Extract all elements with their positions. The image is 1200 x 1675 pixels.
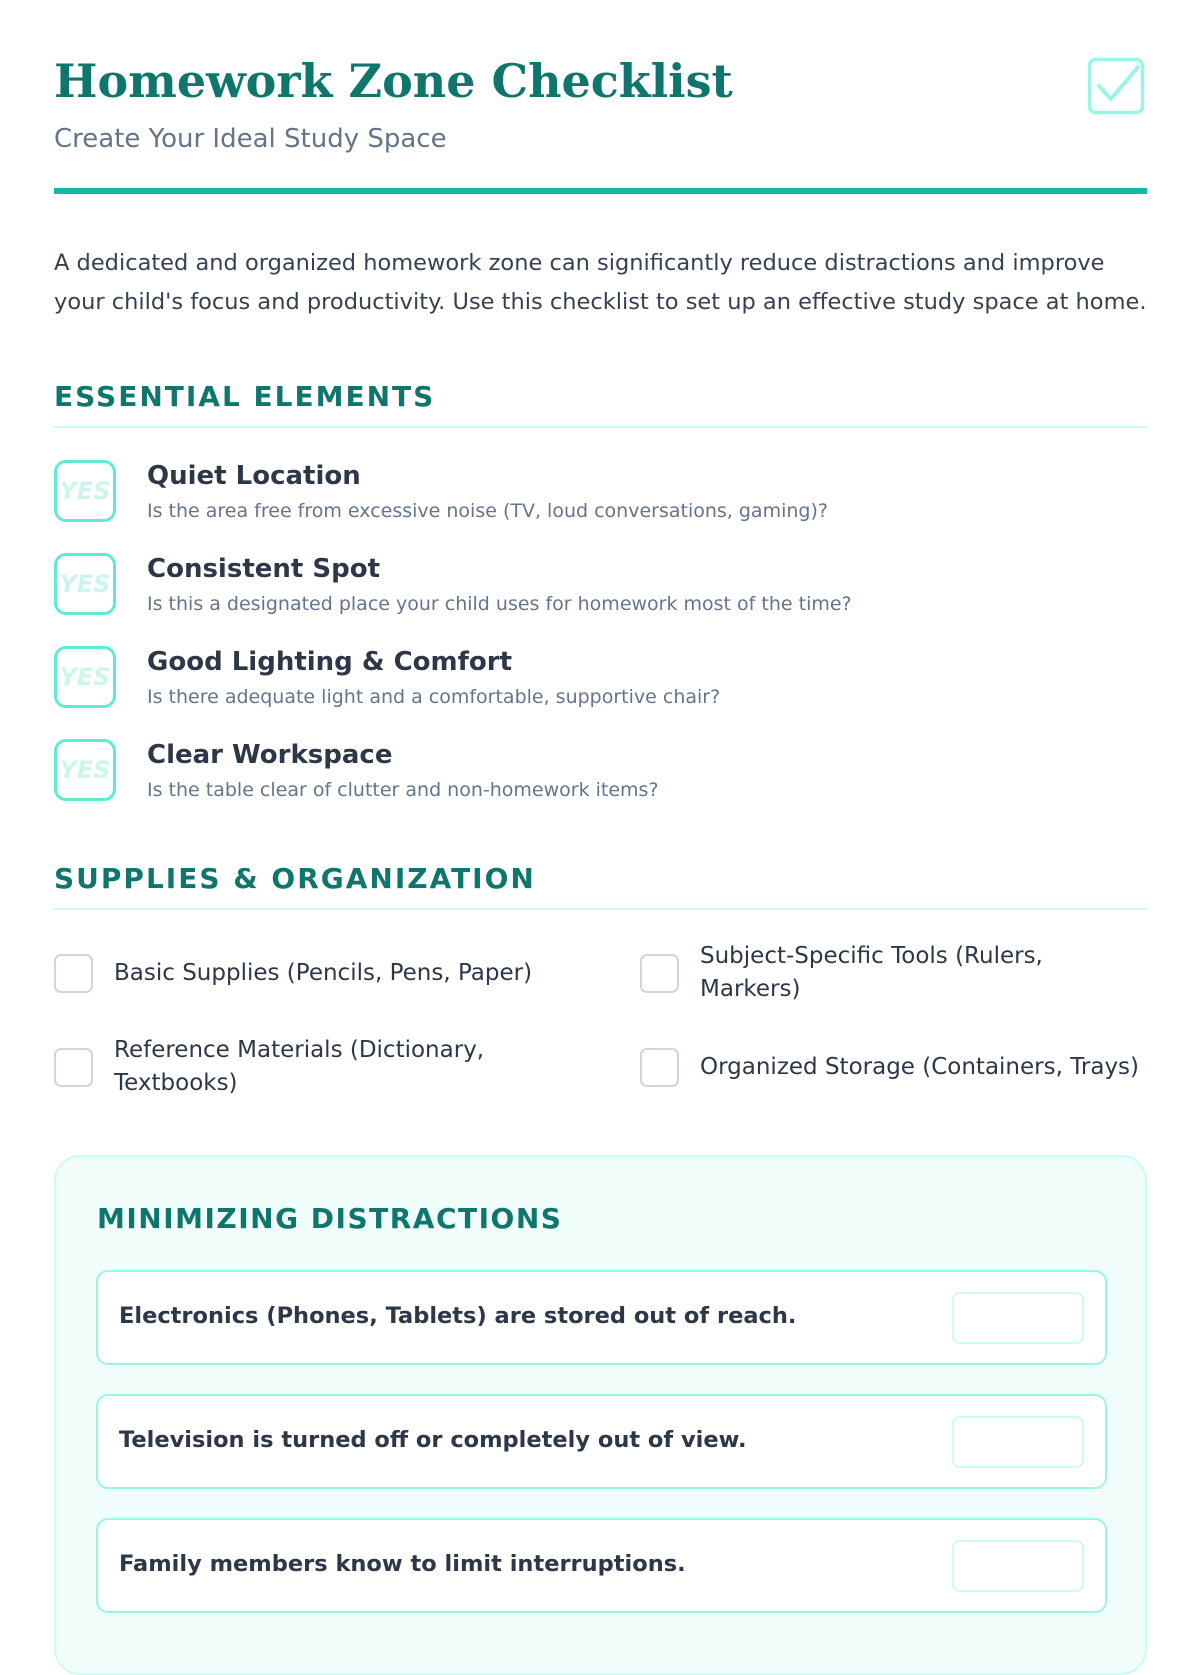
page-title: Homework Zone Checklist: [54, 54, 733, 108]
distraction-item-electronics: [96, 1270, 1107, 1365]
supplies-organization-heading: SUPPLIES & ORGANIZATION: [54, 862, 1147, 910]
page-header: [54, 0, 1147, 194]
supply-item-basic-supplies[interactable]: [54, 953, 574, 993]
essential-item-title: Quiet Location: [147, 461, 361, 491]
distractions-panel: [54, 1155, 1147, 1675]
checklist-page: [54, 0, 1147, 1577]
essential-item-title: Good Lighting & Comfort: [147, 647, 513, 677]
distraction-check-field[interactable]: [952, 1416, 1084, 1468]
supply-item-organized-storage[interactable]: [640, 1047, 1147, 1087]
checkbox-check-icon: [1087, 57, 1145, 115]
supply-label: Subject-Specific Tools (Rulers, Markers): [700, 943, 1043, 1002]
essential-item-description: Is the area free from excessive noise (TV, loud conversations, gaming)?: [147, 500, 828, 522]
supply-label: Organized Storage (Containers, Trays): [700, 1053, 1140, 1080]
supply-item-subject-tools[interactable]: [640, 940, 1147, 1006]
distraction-text: Family members know to limit interruptions.: [119, 1551, 686, 1577]
supply-checkbox[interactable]: [640, 1048, 679, 1087]
distraction-item-family: [96, 1518, 1107, 1613]
distraction-text: Television is turned off or completely out of view.: [119, 1427, 747, 1453]
essential-item-description: Is this a designated place your child uses for homework most of the time?: [147, 593, 852, 615]
yes-checkbox[interactable]: YES: [54, 739, 116, 801]
essential-item-description: Is the table clear of clutter and non-homework items?: [147, 779, 659, 801]
minimizing-distractions-heading: MINIMIZING DISTRACTIONS: [97, 1202, 563, 1235]
distraction-text: Electronics (Phones, Tablets) are stored out of reach.: [119, 1303, 797, 1329]
yes-checkbox[interactable]: YES: [54, 553, 116, 615]
supply-checkbox[interactable]: [640, 954, 679, 993]
distraction-check-field[interactable]: [952, 1292, 1084, 1344]
essential-elements-heading: ESSENTIAL ELEMENTS: [54, 380, 1147, 428]
essential-item-clear-workspace: [54, 739, 1147, 807]
essential-item-quiet-location: [54, 460, 1147, 528]
supply-item-reference-materials[interactable]: [54, 1034, 574, 1100]
essential-item-description: Is there adequate light and a comfortable, supportive chair?: [147, 686, 721, 708]
supply-label: Basic Supplies (Pencils, Pens, Paper): [114, 959, 533, 986]
supply-label: Reference Materials (Dictionary, Textbooks): [114, 1037, 485, 1096]
essential-item-title: Consistent Spot: [147, 554, 380, 584]
supply-checkbox[interactable]: [54, 1048, 93, 1087]
essential-item-consistent-spot: [54, 553, 1147, 621]
page-subtitle: Create Your Ideal Study Space: [54, 124, 447, 154]
essential-item-title: Clear Workspace: [147, 740, 393, 770]
essential-item-lighting-comfort: [54, 646, 1147, 714]
yes-checkbox[interactable]: YES: [54, 646, 116, 708]
supply-checkbox[interactable]: [54, 954, 93, 993]
distraction-check-field[interactable]: [952, 1540, 1084, 1592]
intro-paragraph: A dedicated and organized homework zone can significantly reduce distractions and improve your child's focus and productivity. Use this checklist to set up an effective study space at home.: [54, 250, 1147, 315]
yes-checkbox[interactable]: YES: [54, 460, 116, 522]
distraction-item-television: [96, 1394, 1107, 1489]
